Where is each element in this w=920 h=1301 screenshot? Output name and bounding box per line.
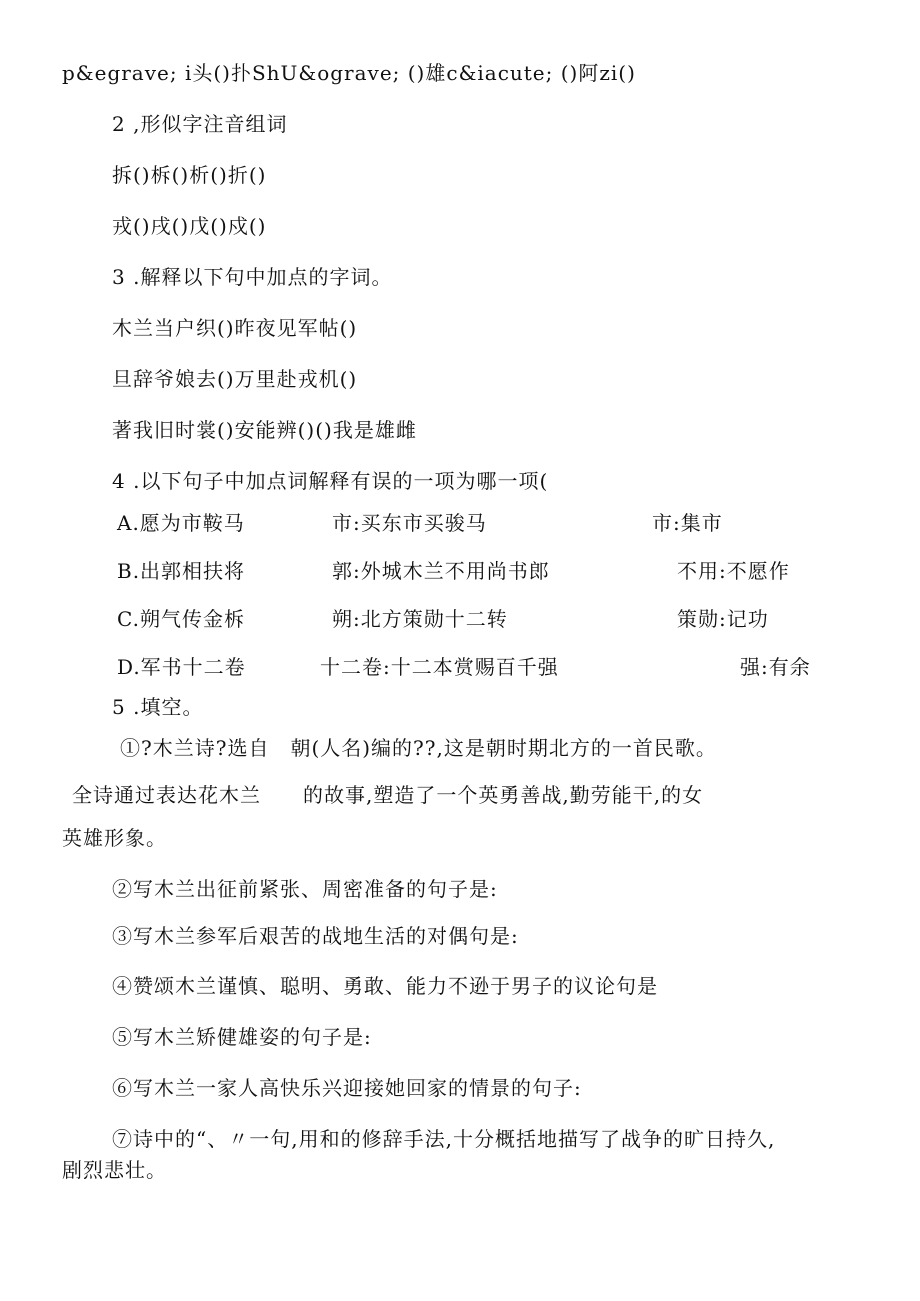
fill-item-7: ⑦诗中的“、〃一句,用和的修辞手法,十分概括地描写了战争的旷日持久,: [112, 1127, 776, 1151]
option-d-explain: 十二卷:十二本赏赐百千强: [320, 655, 559, 679]
option-d-sentence: D.军书十二卷: [117, 655, 246, 679]
fill-item-3: ③写木兰参军后艰苦的战地生活的对偶句是:: [112, 924, 519, 948]
pinyin-line: p&egrave; i头()扑ShU&ograve; ()雄c&iacute; ()阿zi(): [62, 61, 636, 85]
option-c-sentence: C.朔气传金柝: [117, 607, 245, 631]
explain-row-3: 著我旧时裳()安能辨()()我是雄雌: [112, 418, 417, 442]
fill-item-7-cont: 剧烈悲壮。: [62, 1158, 167, 1182]
option-a-sentence: A.愿为市鞍马: [117, 511, 245, 535]
option-c-explain: 朔:北方策勋十二转: [332, 607, 508, 631]
option-a-explain: 市:买东市买骏马: [332, 511, 487, 535]
question-2-heading: 2 ,形似字注音组词: [112, 112, 288, 136]
option-b-sentence: B.出郭相扶将: [117, 559, 246, 583]
explain-row-1: 木兰当户织()昨夜见军帖(): [112, 316, 358, 340]
similar-char-row-2: 戎()戌()戊()戍(): [112, 214, 267, 238]
option-b-explain-2: 不用:不愿作: [677, 559, 790, 583]
fill-item-2: ②写木兰出征前紧张、周密准备的句子是:: [112, 877, 498, 901]
question-3-heading: 3 .解释以下句中加点的字词。: [112, 265, 393, 289]
option-d-explain-2: 强:有余: [740, 655, 811, 679]
fill-item-1-cont: 全诗通过表达花木兰 的故事,塑造了一个英勇善战,勤劳能干,的女: [72, 783, 704, 807]
fill-item-6: ⑥写木兰一家人高快乐兴迎接她回家的情景的句子:: [112, 1076, 582, 1100]
fill-item-1: ①?木兰诗?选自 朝(人名)编的??,这是朝时期北方的一首民歌。: [120, 736, 717, 760]
option-c-explain-2: 策勋:记功: [677, 607, 769, 631]
fill-item-4: ④赞颂木兰谨慎、聪明、勇敢、能力不逊于男子的议论句是: [112, 974, 658, 998]
similar-char-row-1: 拆()柝()析()折(): [112, 163, 267, 187]
explain-row-2: 旦辞爷娘去()万里赴戎机(): [112, 367, 358, 391]
option-a-explain-2: 市:集市: [652, 511, 723, 535]
fill-item-1-end: 英雄形象。: [62, 826, 167, 850]
question-4-heading: 4 .以下句子中加点词解释有误的一项为哪一项(: [112, 469, 549, 493]
question-5-heading: 5 .填空。: [112, 695, 204, 719]
option-b-explain: 郭:外城木兰不用尚书郎: [332, 559, 550, 583]
fill-item-5: ⑤写木兰矫健雄姿的句子是:: [112, 1025, 372, 1049]
